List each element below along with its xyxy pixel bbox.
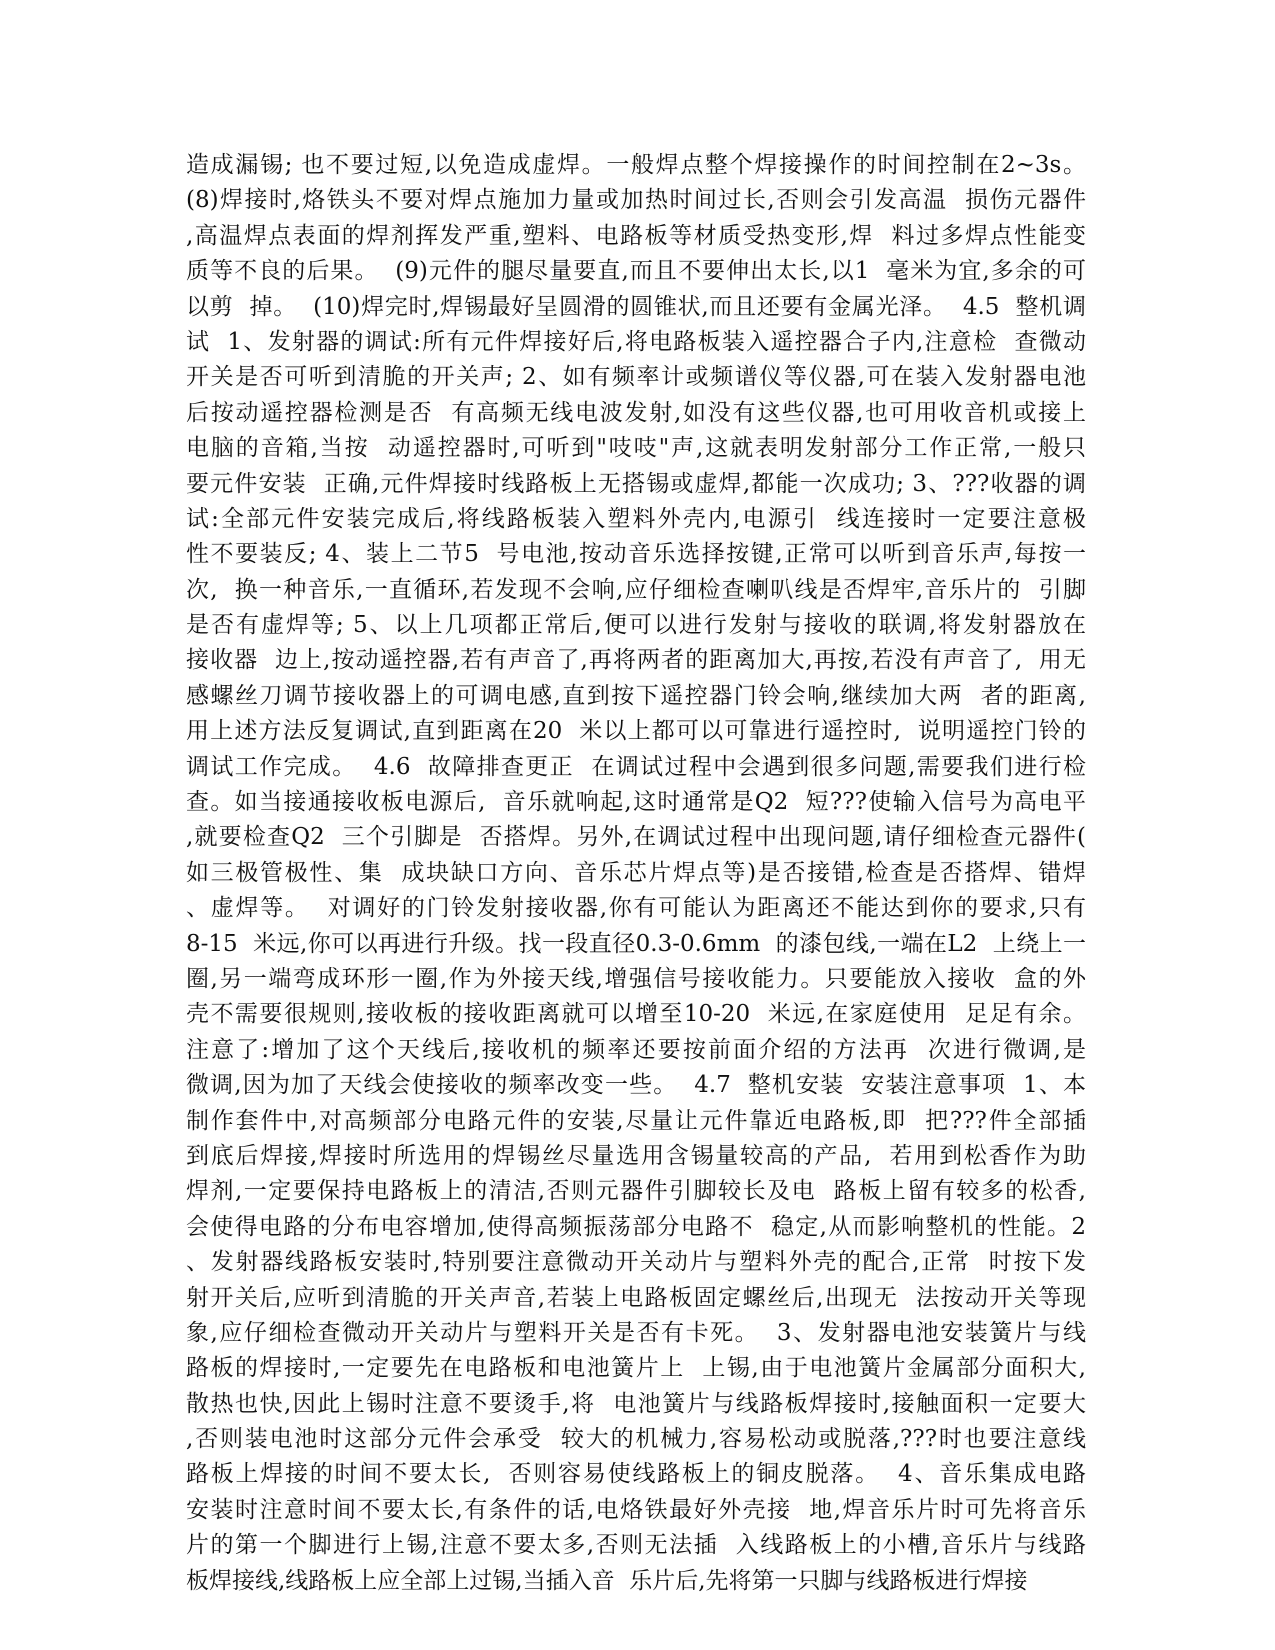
- text-line: 焊剂,一定要保持电路板上的清洁,否则元器件引脚较长及电 路板上留有较多的松香,: [186, 1178, 1086, 1205]
- text-line: 用上述方法反复调试,直到距离在20 米以上都可以可靠进行遥控时, 说明遥控门铃的: [186, 718, 1086, 745]
- text-line: 电脑的音箱,当按 动遥控器时,可听到"吱吱"声,这就表明发射部分工作正常,一般只: [186, 435, 1086, 462]
- text-line: 查。如当接通接收板电源后, 音乐就响起,这时通常是Q2 短???使输入信号为高电平: [186, 789, 1086, 816]
- text-line: 片的第一个脚进行上锡,注意不要太多,否则无法插 入线路板上的小槽,音乐片与线路: [186, 1532, 1086, 1559]
- text-line: 射开关后,应听到清脆的开关声音,若装上电路板固定螺丝后,出现无 法按动开关等现: [186, 1284, 1086, 1311]
- text-line: 如三极管极性、集 成块缺口方向、音乐芯片焊点等)是否接错,检查是否搭焊、错焊: [186, 859, 1086, 886]
- text-line: 是否有虚焊等; 5、以上几项都正常后,便可以进行发射与接收的联调,将发射器放在: [186, 612, 1086, 639]
- text-line: 调试工作完成。 4.6 故障排查更正 在调试过程中会遇到很多问题,需要我们进行检: [186, 753, 1086, 780]
- text-line: 性不要装反; 4、装上二节5 号电池,按动音乐选择按键,正常可以听到音乐声,每按一: [186, 541, 1086, 568]
- text-line: 开关是否可听到清脆的开关声; 2、如有频率计或频谱仪等仪器,可在装入发射器电池: [186, 364, 1086, 391]
- text-line: (8)焊接时,烙铁头不要对焊点施加力量或加热时间过长,否则会引发高温 损伤元器件: [186, 187, 1086, 214]
- text-line: 后按动遥控器检测是否 有高频无线电波发射,如没有这些仪器,也可用收音机或接上: [186, 399, 1086, 426]
- text-line: 造成漏锡; 也不要过短,以免造成虚焊。一般焊点整个焊接操作的时间控制在2~3s。: [186, 152, 1086, 178]
- text-line: 到底后焊接,焊接时所选用的焊锡丝尽量选用含锡量较高的产品, 若用到松香作为助: [186, 1142, 1086, 1169]
- text-line: ,否则装电池时这部分元件会承受 较大的机械力,容易松动或脱落,???时也要注意线: [186, 1426, 1086, 1453]
- text-line: 以剪 掉。 (10)焊完时,焊锡最好呈圆滑的圆锥状,而且还要有金属光泽。 4.5 整机调: [186, 293, 1086, 320]
- text-line: 路板上焊接的时间不要太长, 否则容易使线路板上的铜皮脱落。 4、音乐集成电路: [186, 1461, 1086, 1488]
- text-line: 壳不需要很规则,接收板的接收距离就可以增至10-20 米远,在家庭使用 足足有余。: [186, 1001, 1086, 1028]
- text-line: 试:全部元件安装完成后,将线路板装入塑料外壳内,电源引 线连接时一定要注意极: [186, 505, 1086, 532]
- text-line: ,就要检查Q2 三个引脚是 否搭焊。另外,在调试过程中出现问题,请仔细检查元器件(: [186, 824, 1086, 851]
- text-line: 板焊接线,线路板上应全部上过锡,当插入音 乐片后,先将第一只脚与线路板进行焊接: [186, 1567, 1028, 1594]
- text-line: 试 1、发射器的调试:所有元件焊接好后,将电路板装入遥控器合子内,注意检 查微动: [186, 328, 1086, 355]
- text-line: 要元件安装 正确,元件焊接时线路板上无搭锡或虚焊,都能一次成功; 3、???收器的调: [186, 470, 1086, 497]
- text-line: 会使得电路的分布电容增加,使得高频振荡部分电路不 稳定,从而影响整机的性能。2: [186, 1213, 1086, 1240]
- text-line: 接收器 边上,按动遥控器,若有声音了,再将两者的距离加大,再按,若没有声音了, 用无: [186, 647, 1086, 674]
- text-line: 路板的焊接时,一定要先在电路板和电池簧片上 上锡,由于电池簧片金属部分面积大,: [186, 1355, 1086, 1382]
- text-line: 感螺丝刀调节接收器上的可调电感,直到按下遥控器门铃会响,继续加大两 者的距离,: [186, 682, 1086, 709]
- text-line: 注意了:增加了这个天线后,接收机的频率还要按前面介绍的方法再 次进行微调,是: [186, 1036, 1086, 1063]
- text-line: 安装时注意时间不要太长,有条件的话,电烙铁最好外壳接 地,焊音乐片时可先将音乐: [186, 1496, 1086, 1523]
- text-line: 圈,另一端弯成环形一圈,作为外接天线,增强信号接收能力。只要能放入接收 盒的外: [186, 965, 1086, 992]
- text-line: 8-15 米远,你可以再进行升级。找一段直径0.3-0.6mm 的漆包线,一端在L2 上绕上一: [186, 930, 1086, 957]
- text-line: 、发射器线路板安装时,特别要注意微动开关动片与塑料外壳的配合,正常 时按下发: [186, 1249, 1086, 1276]
- text-line: ,高温焊点表面的焊剂挥发严重,塑料、电路板等材质受热变形,焊 料过多焊点性能变: [186, 222, 1086, 249]
- body-text: [186, 148, 1086, 1599]
- text-line: 、虚焊等。 对调好的门铃发射接收器,你有可能认为距离还不能达到你的要求,只有: [186, 895, 1086, 922]
- text-line: 微调,因为加了天线会使接收的频率改变一些。 4.7 整机安装 安装注意事项 1、本: [186, 1072, 1086, 1099]
- text-line: 质等不良的后果。 (9)元件的腿尽量要直,而且不要伸出太长,以1 毫米为宜,多余的可: [186, 258, 1086, 285]
- text-line: 散热也快,因此上锡时注意不要烫手,将 电池簧片与线路板焊接时,接触面积一定要大: [186, 1390, 1086, 1417]
- text-line: 象,应仔细检查微动开关动片与塑料开关是否有卡死。 3、发射器电池安装簧片与线: [186, 1319, 1086, 1346]
- text-line: 次, 换一种音乐,一直循环,若发现不会响,应仔细检查喇叭线是否焊牢,音乐片的 引脚: [186, 576, 1086, 603]
- text-line: 制作套件中,对高频部分电路元件的安装,尽量让元件靠近电路板,即 把???件全部插: [186, 1107, 1086, 1134]
